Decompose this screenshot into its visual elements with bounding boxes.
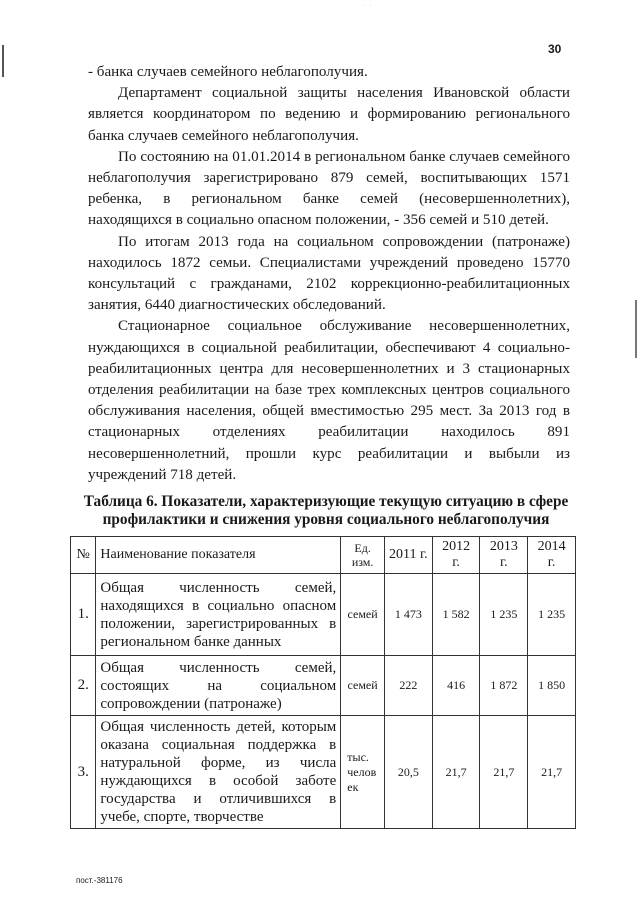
scan-edge-mark — [2, 45, 4, 77]
value-2012: 1 582 — [432, 574, 480, 656]
row-number: 2. — [71, 656, 96, 716]
header-2011: 2011 г. — [384, 537, 432, 574]
body-text — [88, 62, 570, 486]
indicator-unit: семей — [341, 656, 385, 716]
value-2012: 416 — [432, 656, 480, 716]
scan-artifact: · · — [362, 3, 374, 9]
indicator-name: Общая численность семей, находящихся в социально опасном положении, зарегистрированных в региональном банке данных — [96, 574, 341, 656]
indicator-unit: семей — [341, 574, 385, 656]
header-unit: Ед. изм. — [341, 537, 385, 574]
table-row — [71, 716, 576, 829]
indicator-unit: тыс. челов ек — [341, 716, 385, 829]
value-2014: 1 235 — [528, 574, 576, 656]
footer-document-code: пост.-381176 — [76, 876, 123, 885]
indicator-name: Общая численность детей, которым оказана социальная поддержка в натуральной форме, из числа нуждающихся в особой заботе государства и отличившихся в учебе, спорте, творчестве — [96, 716, 341, 829]
paragraph-rehabilitation: Стационарное социальное обслуживание несовершеннолетних, нуждающихся в социальной реабилитации, обеспечивают 4 социально-реабилитационных центра для несовершеннолетних и 3 стационарных отделения реабилитации на базе трех комплексных центров социального обслуживания населения, общей вместимостью 295 мест. За 2013 год в стационарных отделениях реабилитации находилось 891 несовершеннолетний, прошли курс реабилитации и выбыли из учреждений 718 детей. — [88, 318, 570, 483]
value-2014: 1 850 — [528, 656, 576, 716]
paragraph-coordinator: Департамент социальной защиты населения Ивановской области является координатором по ведению и формированию регионального банка случаев семейного неблагополучия. — [88, 85, 570, 144]
table-header-row — [71, 537, 576, 574]
header-num: № — [71, 537, 96, 574]
paragraph-bank-item: - банка случаев семейного неблагополучия. — [88, 64, 368, 80]
value-2011: 222 — [384, 656, 432, 716]
table-row — [71, 574, 576, 656]
header-name: Наименование показателя — [96, 537, 341, 574]
value-2011: 1 473 — [384, 574, 432, 656]
value-2013: 1 235 — [480, 574, 528, 656]
scan-edge-mark — [635, 300, 637, 358]
value-2012: 21,7 — [432, 716, 480, 829]
header-2012: 2012 г. — [432, 537, 480, 574]
paragraph-patronage: По итогам 2013 года на социальном сопровождении (патронаже) находилось 1872 семьи. Специалистами учреждений проведено 15770 консультаций с гражданами, 2102 коррекционно-реабилитационных занятия, 6440 диагностических обследований. — [88, 233, 570, 314]
value-2013: 1 872 — [480, 656, 528, 716]
indicators-table — [70, 536, 576, 829]
header-2014: 2014 г. — [528, 537, 576, 574]
header-2013: 2013 г. — [480, 537, 528, 574]
indicator-name: Общая численность семей, состоящих на социальном сопровождении (патронаже) — [96, 656, 341, 716]
table-row — [71, 656, 576, 716]
value-2011: 20,5 — [384, 716, 432, 829]
page-number: 30 — [548, 42, 562, 56]
row-number: 3. — [71, 716, 96, 829]
table-title: Таблица 6. Показатели, характеризующие текущую ситуацию в сфере профилактики и снижения уровня социального неблагополучия — [83, 493, 569, 528]
value-2014: 21,7 — [528, 716, 576, 829]
paragraph-registered-families: По состоянию на 01.01.2014 в региональном банке случаев семейного неблагополучия зарегистрировано 879 семей, воспитывающих 1571 ребенка, в региональном банке семей (несовершеннолетних), находящихся в социально опасном положении, - 356 семей и 510 детей. — [88, 148, 570, 229]
value-2013: 21,7 — [480, 716, 528, 829]
row-number: 1. — [71, 574, 96, 656]
